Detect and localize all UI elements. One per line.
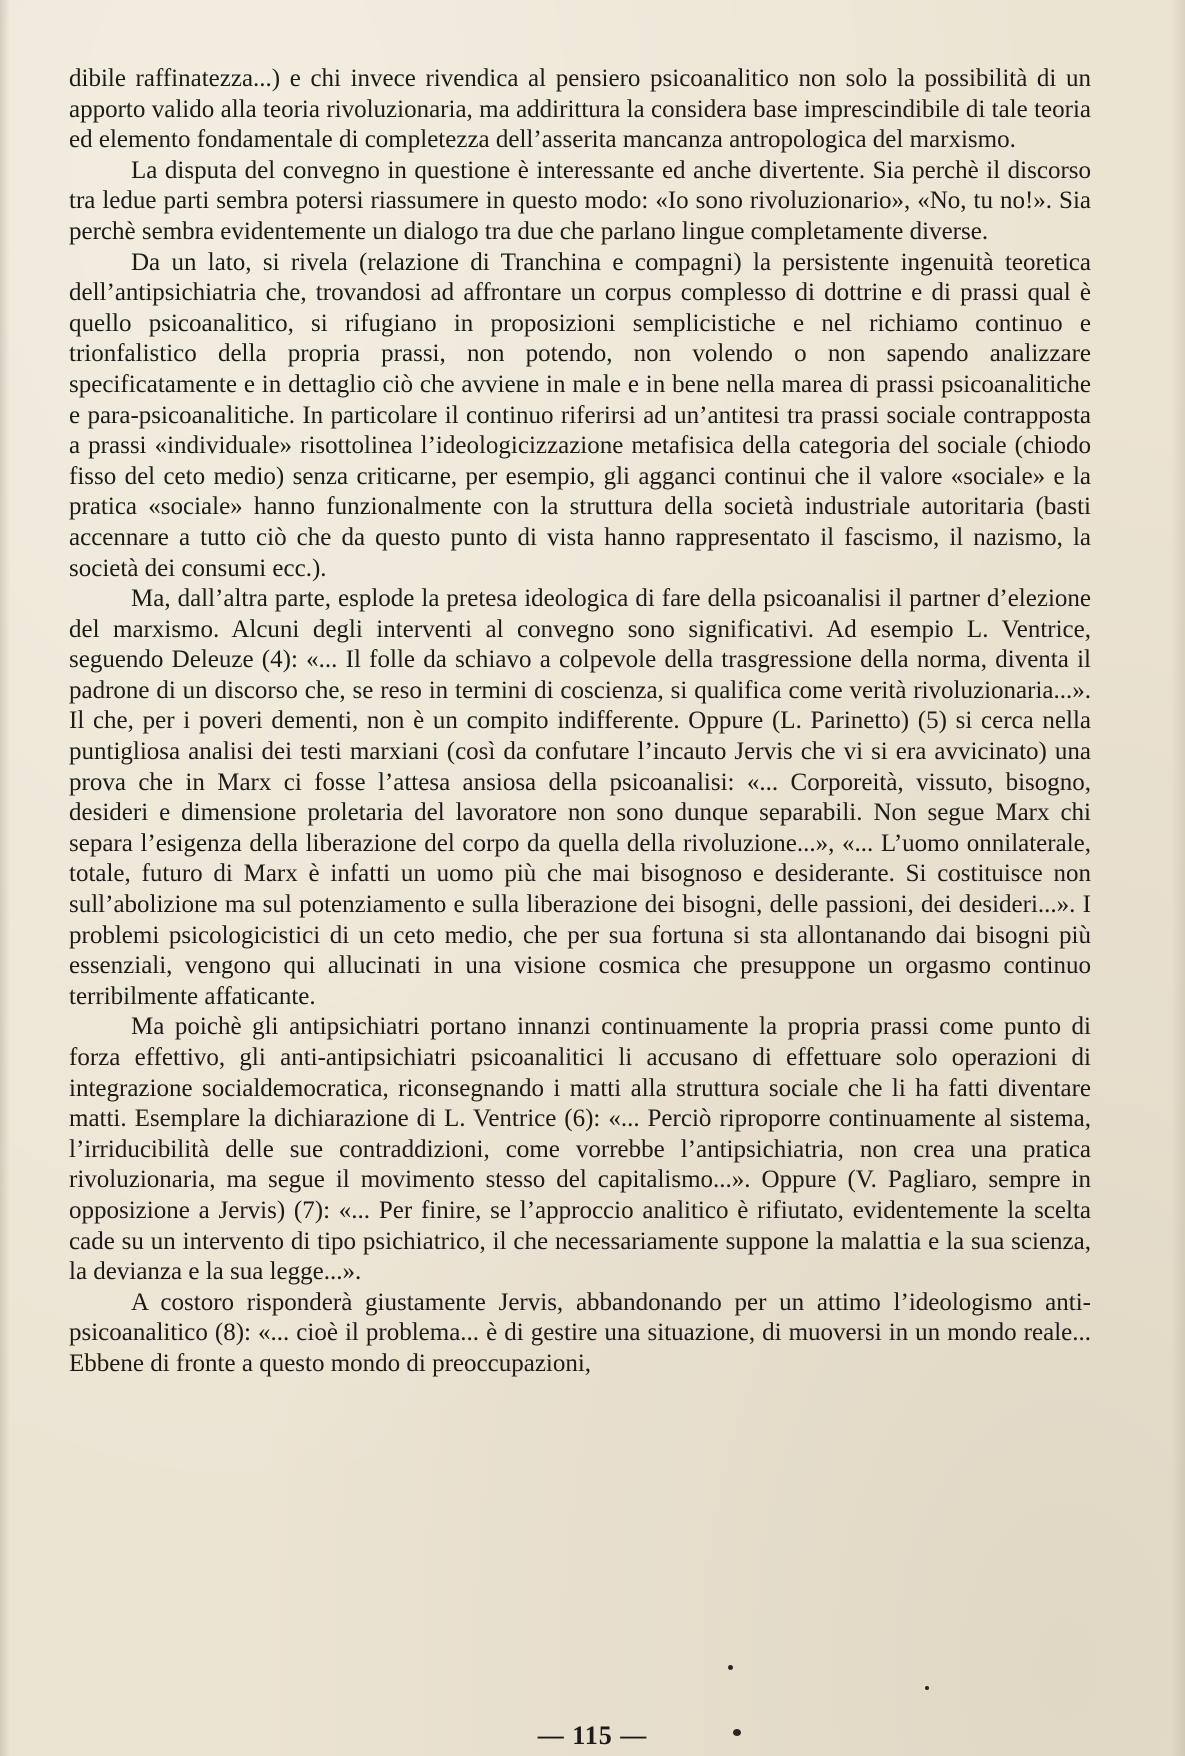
page-edge-shadow-left: [0, 0, 10, 1756]
paragraph: Ma poichè gli antipsichiatri portano innanzi continuamente la propria prassi come punto di forza effettivo, gli anti-antipsichiatri psicoanalitici li accusano di effettuare solo operazioni di integrazione socialdemocratica, riconsegnando i matti alla struttura sociale che li ha fatti diventare matti. Esemplare la dichiarazione di L. Ventrice (6): «... Perciò riproporre continuamente al sistema, l’irriducibilità delle sue contraddizioni, come vorrebbe l’antipsichiatria, non crea una pratica rivoluzionaria, ma segue il movimento stesso del capitalismo...». Oppure (V. Pagliaro, sempre in opposizione a Jervis) (7): «... Per finire, se l’approccio analitico è rifiutato, evidentemente la scelta cade su un intervento di tipo psichiatrico, il che necessariamente suppone la malattia e la sua scienza, la devianza e la sua legge...».: [69, 1013, 1091, 1286]
body-text: [69, 64, 1091, 1380]
paragraph: Da un lato, si rivela (relazione di Tranchina e compagni) la persistente ingenuità teoretica dell’antipsichiatria che, trovandosi ad affrontare un corpus complesso di dottrine e di prassi qual è quello psicoanalitico, si rifugiano in proposizioni semplicistiche e nel richiamo continuo e trionfalistico della propria prassi, non potendo, non volendo o non sapendo analizzare specificatamente e in dettaglio ciò che avviene in male e in bene nella marea di prassi psicoanalitiche e para-psicoanalitiche. In particolare il continuo riferirsi ad un’antitesi tra prassi sociale contrapposta a prassi «individuale» risottolinea l’ideologicizzazione metafisica della categoria del sociale (chiodo fisso del ceto medio) senza criticarne, per esempio, gli agganci continui che il valore «sociale» e la pratica «sociale» hanno funzionalmente con la struttura della società industriale autoritaria (basti accennare a tutto ciò che da questo punto di vista hanno rappresentato il fascismo, il nazismo, la società dei consumi ecc.).: [69, 248, 1091, 582]
ink-speck: [733, 1729, 741, 1736]
ink-speck: [925, 1686, 929, 1690]
ink-speck: [728, 1665, 733, 1670]
page-number: — 115 —: [537, 1721, 648, 1750]
paragraph-continued: dibile raffinatezza...) e chi invece rivendica al pensiero psicoanalitico non solo la possibilità di un apporto valido alla teoria rivoluzionaria, ma addirittura la considera base imprescindibile di tale teoria ed elemento fondamentale di completezza dell’asserita mancanza antropologica del marxismo.: [69, 65, 1091, 154]
paragraph: Ma, dall’altra parte, esplode la pretesa ideologica di fare della psicoanalisi il partner d’elezione del marxismo. Alcuni degli interventi al convegno sono significativi. Ad esempio L. Ventrice, seguendo Deleuze (4): «... Il folle da schiavo a colpevole della trasgressione della norma, diventa il padrone di un discorso che, se reso in termini di coscienza, si qualifica come verità rivoluzionaria...». Il che, per i poveri dementi, non è un compito indifferente. Oppure (L. Parinetto) (5) si cerca nella puntigliosa analisi dei testi marxiani (così da confutare l’incauto Jervis che vi si era avvicinato) una prova che in Marx ci fosse l’attesa ansiosa della psicoanalisi: «... Corporeità, vissuto, bisogno, desideri e dimensione proletaria del lavoratore non sono dunque separabili. Non segue Marx chi separa l’esigenza della liberazione del corpo da quella della rivoluzione...», «... L’uomo onnilaterale, totale, futuro di Marx è infatti un uomo più che mai bisognoso e desiderante. Si costituisce non sull’abolizione ma sul potenziamento e sulla liberazione dei bisogni, delle passioni, dei desideri...». I problemi psicologicistici di un ceto medio, che per sua fortuna si sta allontanando dai bisogni più essenziali, vengono qui allucinati in una visione cosmica che presuppone un orgasmo continuo terribilmente affaticante.: [69, 585, 1091, 1010]
paragraph: A costoro risponderà giustamente Jervis, abbandonando per un attimo l’ideologismo anti-psicoanalitico (8): «... cioè il problema... è di gestire una situazione, di muoversi in un mondo reale... Ebbene di fronte a questo mondo di preoccupazioni,: [69, 1288, 1091, 1377]
paragraph: La disputa del convegno in questione è interessante ed anche divertente. Sia perchè il discorso tra ledue parti sembra potersi riassumere in questo modo: «Io sono rivoluzionario», «No, tu no!». Sia perchè sembra evidentemente un dialogo tra due che parlano lingue completamente diverse.: [69, 156, 1091, 245]
page-edge-shadow-right: [1171, 0, 1185, 1756]
